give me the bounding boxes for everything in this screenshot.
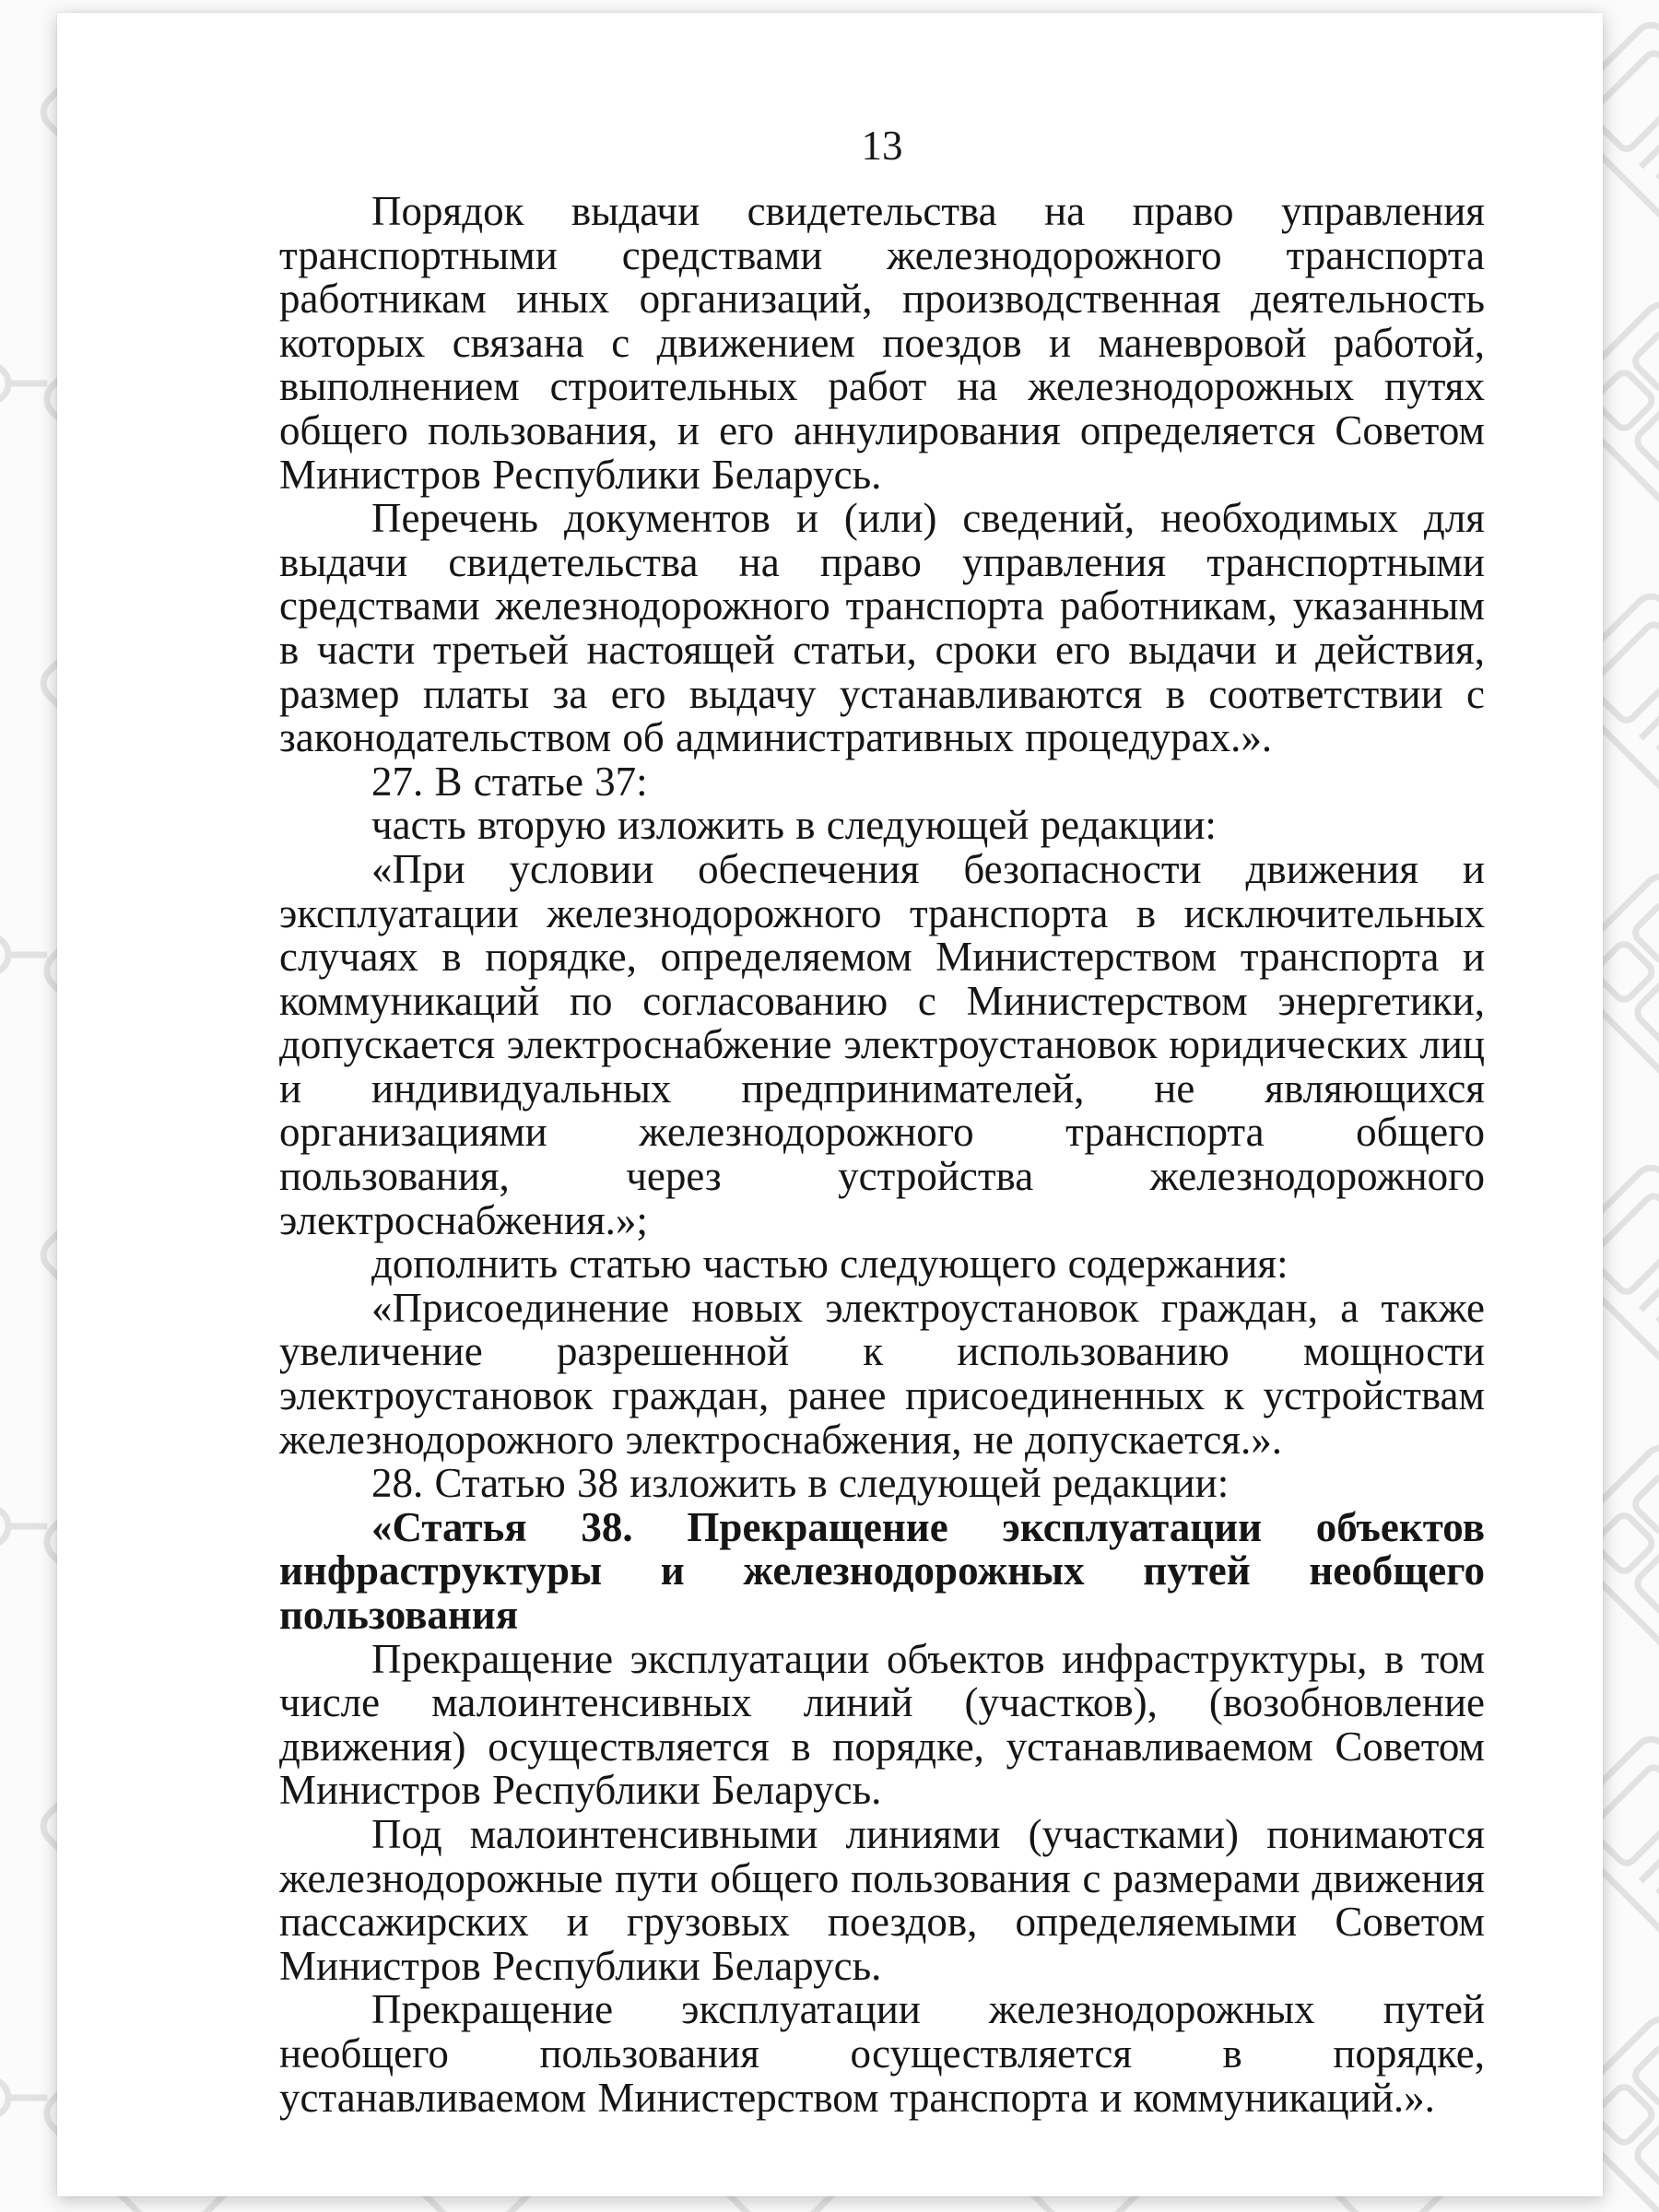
article-heading: «Статья 38. Прекращение эксплуатации объектов инфраструктуры и железнодорожных путей необщего пользования [279,1503,1485,1638]
paragraph: 28. Статью 38 изложить в следующей редакции: [371,1460,1230,1507]
paragraph: Перечень документов и (или) сведений, необходимых для выдачи свидетельства на право управления транспортными средствами железнодорожного транспорта работникам, указанным в части третьей настоящей статьи, сроки его выдачи и действия, размер платы за его выдачу устанавливаются в соответствии с законодательством об административных процедурах.». [279,495,1485,761]
paragraph: часть вторую изложить в следующей редакции: [371,802,1217,849]
paragraph: «Присоединение новых электроустановок граждан, а также увеличение разрешенной к использованию мощности электроустановок граждан, ранее присоединенных к устройствам железнодорожного электроснабжения, не допускается.». [279,1284,1485,1463]
page-content [57,13,1603,2120]
paragraph: «При условии обеспечения безопасности движения и эксплуатации железнодорожного транспорта в исключительных случаях в порядке, определяемом Министерством транспорта и коммуникаций по согласованию с Министерством энергетики, допускается электроснабжение электроустановок юридических лиц и индивидуальных предпринимателей, не являющихся организациями железнодорожного транспорта общего пользования, через устройства железнодорожного электроснабжения.»; [279,845,1485,1243]
paragraph: Порядок выдачи свидетельства на право управления транспортными средствами железнодорожного транспорта работникам иных организаций, производственная деятельность которых связана с движением поездов и маневровой работой, выполнением строительных работ на железнодорожных путях общего пользования, и его аннулирования определяется Советом Министров Республики Беларусь. [279,188,1485,498]
paragraph: Прекращение эксплуатации железнодорожных путей необщего пользования осуществляется в порядке, устанавливаемом Министерством транспорта и коммуникаций.». [279,1986,1485,2121]
paragraph-list [279,190,1485,2120]
paragraph: Прекращение эксплуатации объектов инфраструктуры, в том числе малоинтенсивных линий (участков), (возобновление движения) осуществляется в порядке, устанавливаемом Советом Министров Республики Беларусь. [279,1635,1485,1814]
page-number: 13 [861,123,903,169]
document-page [57,13,1603,2196]
paragraph: Под малоинтенсивными линиями (участками) понимаются железнодорожные пути общего пользования с размерами движения пассажирских и грузовых поездов, определяемыми Советом Министров Республики Беларусь. [279,1810,1485,1989]
paragraph: дополнить статью частью следующего содержания: [371,1241,1288,1288]
paragraph: 27. В статье 37: [371,758,648,805]
